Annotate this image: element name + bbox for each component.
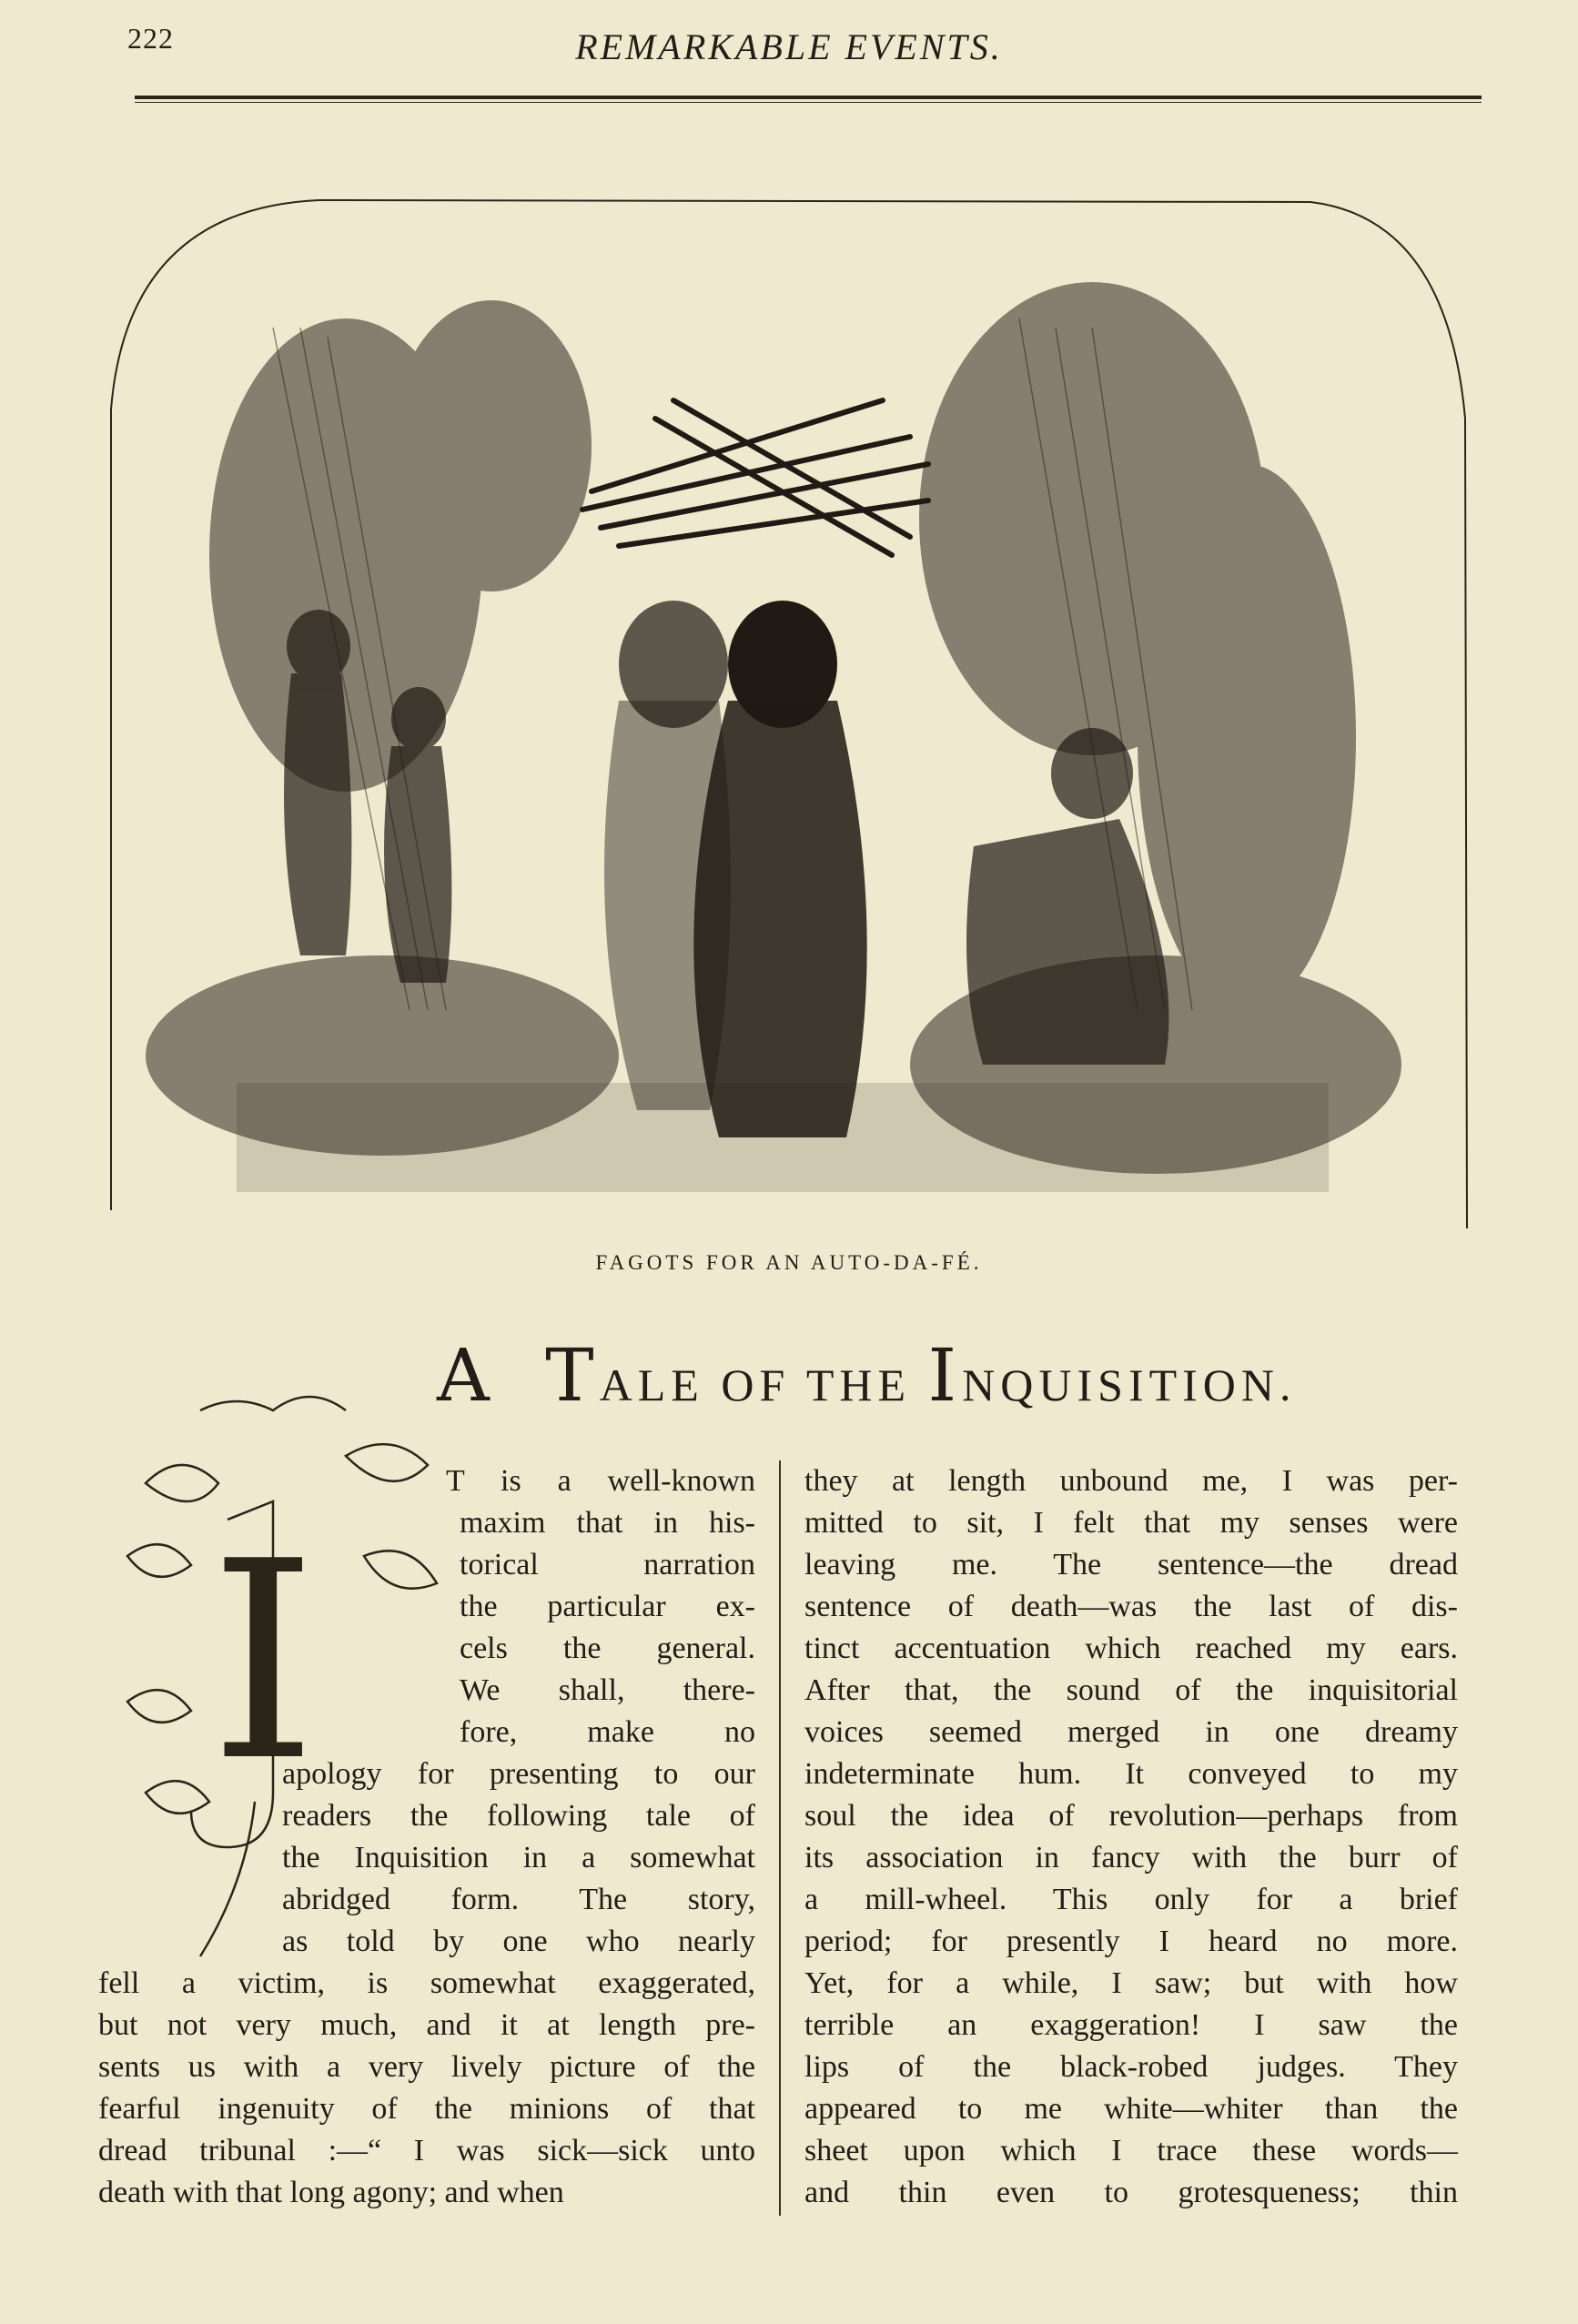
title-cap-i: I [927,1333,963,1418]
header-rule-thin [135,102,1482,103]
column-rule [779,1460,781,2216]
body-line: fore, make no [460,1715,755,1749]
illustration-caption: FAGOTS FOR AN AUTO-DA-FÉ. [595,1251,983,1274]
body-line: they at length unbound me, I was per- [804,1464,1458,1498]
body-line: and thin even to grotesqueness; thin [804,2176,1458,2209]
body-line: death with that long agony; and when [98,2176,564,2209]
body-line: torical narration [460,1548,755,1581]
body-line: We shall, there- [460,1673,755,1707]
body-line: a mill-wheel. This only for a brief [804,1883,1458,1916]
body-line: its association in fancy with the burr of [804,1841,1458,1874]
body-line: fell a victim, is somewhat exaggerated, [98,1966,755,2000]
article-title [437,1333,1511,1418]
title-text-2: NQUISITION. [962,1359,1297,1410]
body-line: sheet upon which I trace these words— [804,2134,1458,2167]
body-line: period; for presently I heard no more. [804,1925,1458,1958]
body-line: soul the idea of revolution—perhaps from [804,1799,1458,1833]
body-line: leaving me. The sentence—the dread [804,1548,1458,1581]
header-rule [135,96,1482,99]
body-line: After that, the sound of the inquisitorial [804,1673,1458,1707]
body-line: sentence of death—was the last of dis- [804,1590,1458,1623]
body-line: fearful ingenuity of the minions of that [98,2092,755,2126]
body-line: but not very much, and it at length pre- [98,2008,755,2042]
drop-cap-letter: I [209,1503,318,1821]
engraving-illustration [109,191,1474,1228]
title-cap-a: A [437,1333,495,1418]
body-line: appeared to me white—whiter than the [804,2092,1458,2126]
body-line: lips of the black-robed judges. They [804,2050,1458,2084]
body-line: Yet, for a while, I saw; but with how [804,1966,1458,2000]
engraving-svg [109,191,1474,1228]
body-line: mitted to sit, I felt that my senses were [804,1506,1458,1540]
body-line: maxim that in his- [460,1506,755,1540]
body-line: the particular ex- [460,1590,755,1623]
body-line: the Inquisition in a somewhat [282,1841,755,1874]
title-text-1: ALE OF THE [599,1359,912,1410]
body-line: voices seemed merged in one dreamy [804,1715,1458,1749]
body-line: as told by one who nearly [282,1925,755,1958]
title-cap-t: T [545,1333,600,1418]
body-line: terrible an exaggeration! I saw the [804,2008,1458,2042]
body-line: apology for presenting to our [282,1757,755,1791]
body-line: cels the general. [460,1632,755,1665]
page-number: 222 [127,22,174,55]
body-line: tinct accentuation which reached my ears. [804,1632,1458,1665]
body-line: indeterminate hum. It conveyed to my [804,1757,1458,1791]
body-line: T is a well-known [446,1464,755,1498]
running-title: REMARKABLE EVENTS. [575,26,1003,67]
body-line: abridged form. The story, [282,1883,755,1916]
body-line: readers the following tale of [282,1799,755,1833]
body-line: dread tribunal :—“ I was sick—sick unto [98,2134,755,2167]
body-line: sents us with a very lively picture of the [98,2050,755,2084]
